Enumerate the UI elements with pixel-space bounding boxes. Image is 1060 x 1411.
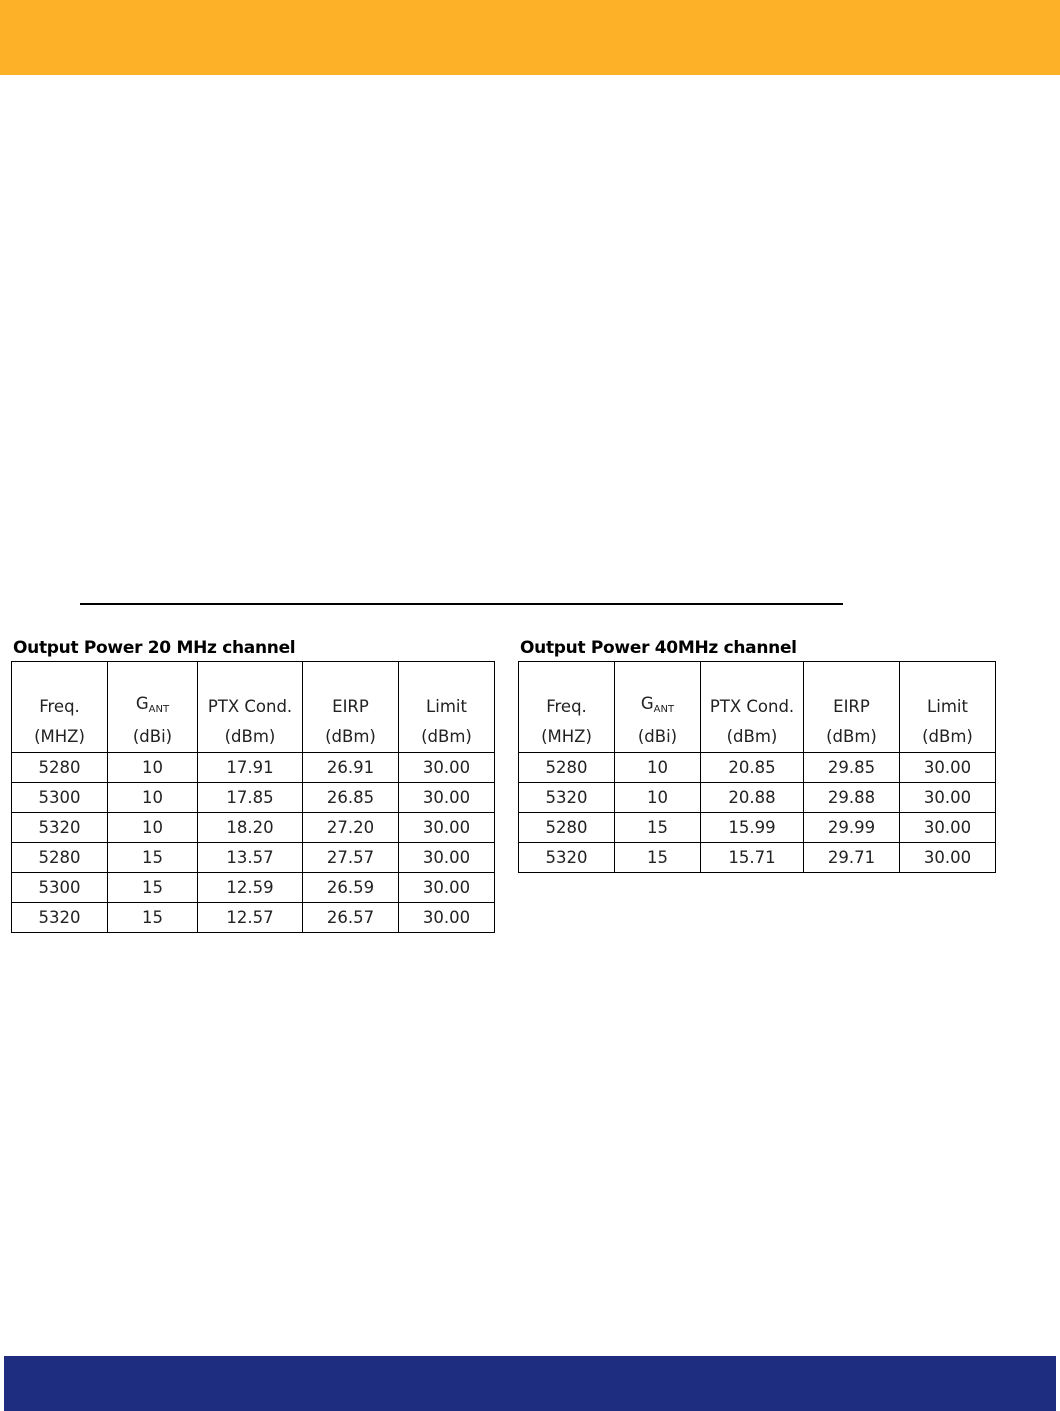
- ptx-cond-cell: 15.99: [701, 813, 804, 843]
- table-row: [519, 753, 996, 783]
- table-header-row: [12, 662, 495, 753]
- header-freq: Freq. (MHZ): [519, 662, 615, 753]
- eirp-cell: 27.57: [303, 843, 399, 873]
- header-gant: GANT (dBi): [108, 662, 198, 753]
- header-limit: Limit (dBm): [399, 662, 495, 753]
- gant-cell: 10: [108, 783, 198, 813]
- table-row: [519, 843, 996, 873]
- eirp-cell: 26.91: [303, 753, 399, 783]
- gant-cell: 15: [108, 903, 198, 933]
- limit-cell: 30.00: [900, 843, 996, 873]
- output-power-40mhz-block: [518, 636, 996, 873]
- freq-cell: 5320: [519, 783, 615, 813]
- gant-cell: 15: [615, 813, 701, 843]
- horizontal-rule: [80, 603, 843, 605]
- output-power-40mhz-title: Output Power 40MHz channel: [520, 638, 797, 658]
- freq-cell: 5280: [519, 753, 615, 783]
- limit-cell: 30.00: [900, 753, 996, 783]
- limit-cell: 30.00: [900, 783, 996, 813]
- eirp-cell: 26.59: [303, 873, 399, 903]
- ptx-cond-cell: 20.85: [701, 753, 804, 783]
- ptx-cond-cell: 13.57: [198, 843, 303, 873]
- freq-cell: 5300: [12, 783, 108, 813]
- table-row: [12, 783, 495, 813]
- gant-cell: 15: [108, 873, 198, 903]
- eirp-cell: 27.20: [303, 813, 399, 843]
- header-ptx-cond: PTX Cond. (dBm): [198, 662, 303, 753]
- freq-cell: 5320: [12, 903, 108, 933]
- header-gant: GANT (dBi): [615, 662, 701, 753]
- limit-cell: 30.00: [399, 843, 495, 873]
- table-row: [12, 753, 495, 783]
- header-ptx-cond: PTX Cond. (dBm): [701, 662, 804, 753]
- freq-cell: 5280: [12, 843, 108, 873]
- table-row: [519, 813, 996, 843]
- output-power-20mhz-table: [11, 661, 495, 933]
- footer-color-bar: [4, 1356, 1056, 1411]
- freq-cell: 5280: [519, 813, 615, 843]
- output-power-40mhz-table: [518, 661, 996, 873]
- eirp-cell: 29.85: [804, 753, 900, 783]
- table-row: [12, 813, 495, 843]
- gant-cell: 10: [615, 753, 701, 783]
- ptx-cond-cell: 15.71: [701, 843, 804, 873]
- ptx-cond-cell: 17.85: [198, 783, 303, 813]
- ptx-cond-cell: 12.57: [198, 903, 303, 933]
- ptx-cond-cell: 20.88: [701, 783, 804, 813]
- freq-cell: 5300: [12, 873, 108, 903]
- table-row: [519, 783, 996, 813]
- limit-cell: 30.00: [399, 753, 495, 783]
- eirp-cell: 26.57: [303, 903, 399, 933]
- ptx-cond-cell: 12.59: [198, 873, 303, 903]
- gant-cell: 10: [615, 783, 701, 813]
- gant-cell: 10: [108, 813, 198, 843]
- limit-cell: 30.00: [900, 813, 996, 843]
- header-eirp: EIRP (dBm): [804, 662, 900, 753]
- output-power-20mhz-title: Output Power 20 MHz channel: [13, 638, 296, 658]
- freq-cell: 5280: [12, 753, 108, 783]
- table-row: [12, 843, 495, 873]
- header-color-bar: [0, 0, 1060, 75]
- gant-cell: 15: [615, 843, 701, 873]
- table-header-row: [519, 662, 996, 753]
- gant-cell: 10: [108, 753, 198, 783]
- ptx-cond-cell: 18.20: [198, 813, 303, 843]
- table-row: [12, 873, 495, 903]
- gant-cell: 15: [108, 843, 198, 873]
- limit-cell: 30.00: [399, 903, 495, 933]
- output-power-20mhz-block: [11, 636, 495, 933]
- eirp-cell: 26.85: [303, 783, 399, 813]
- table-row: [12, 903, 495, 933]
- freq-cell: 5320: [12, 813, 108, 843]
- header-limit: Limit (dBm): [900, 662, 996, 753]
- limit-cell: 30.00: [399, 813, 495, 843]
- eirp-cell: 29.71: [804, 843, 900, 873]
- limit-cell: 30.00: [399, 783, 495, 813]
- header-eirp: EIRP (dBm): [303, 662, 399, 753]
- limit-cell: 30.00: [399, 873, 495, 903]
- eirp-cell: 29.88: [804, 783, 900, 813]
- ptx-cond-cell: 17.91: [198, 753, 303, 783]
- freq-cell: 5320: [519, 843, 615, 873]
- header-freq: Freq. (MHZ): [12, 662, 108, 753]
- eirp-cell: 29.99: [804, 813, 900, 843]
